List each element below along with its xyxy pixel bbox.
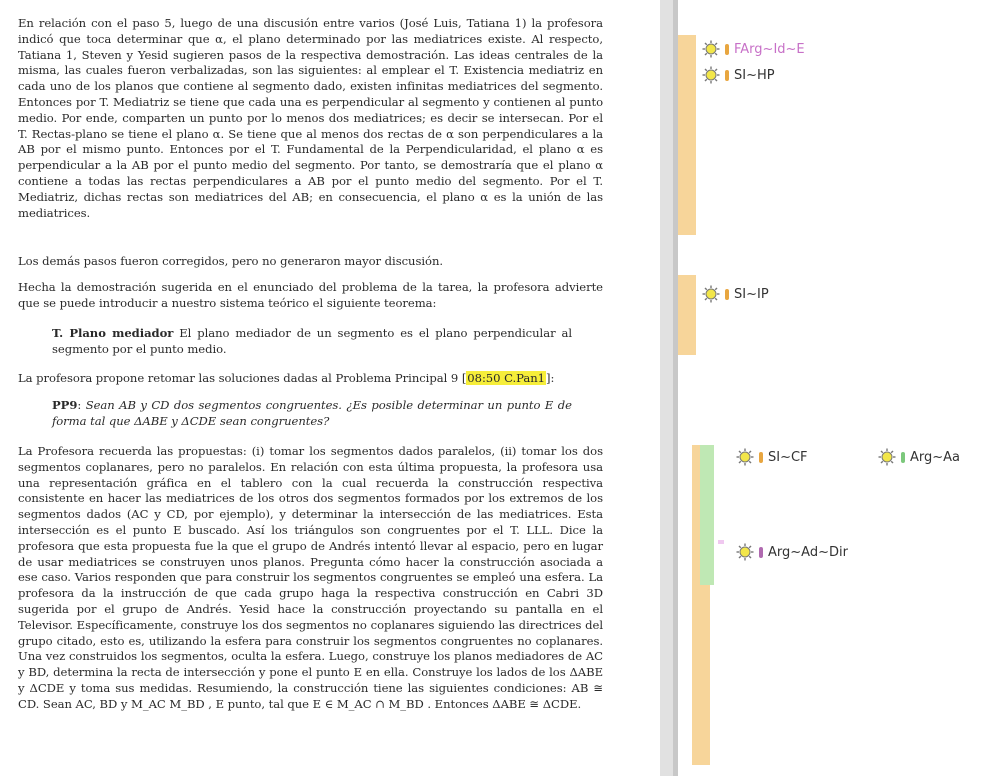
code-pin <box>901 452 905 463</box>
code-sun-icon <box>736 448 754 466</box>
proposal-paragraph <box>18 371 603 387</box>
code-si-hp[interactable] <box>702 66 775 84</box>
pp9-statement: Sean AB y CD dos segmentos congruentes. ¿Es posible determinar un punto E de forma tal que ΔABE y ΔCDE sean congruentes? <box>52 398 572 428</box>
code-sun-icon <box>702 40 720 58</box>
pp9-block <box>52 398 572 430</box>
code-label: SI~CF <box>768 449 808 465</box>
code-sun-icon <box>702 66 720 84</box>
paragraph-2: Los demás pasos fueron corregidos, pero no generaron mayor discusión. <box>18 254 444 268</box>
code-arg-aa[interactable] <box>878 448 960 466</box>
code-pin <box>725 289 729 300</box>
code-si-cf[interactable] <box>736 448 808 466</box>
code-label: FArg~Id~E <box>734 41 805 57</box>
code-arg-ad-dir[interactable] <box>736 543 848 561</box>
theorem-block <box>52 326 572 358</box>
coding-bar-purple[interactable] <box>718 540 724 544</box>
code-pin <box>759 547 763 558</box>
proposal-close: ]: <box>545 371 555 385</box>
code-si-ip[interactable] <box>702 285 769 303</box>
code-farg[interactable] <box>702 40 805 58</box>
paragraph-4: La Profesora recuerda las propuestas: (i) tomar los segmentos dados paralelos, (ii) tomar los dos segmentos coplanares, pero no paralelos. En relación con esta última propuesta, la profesora usa una representación gráfica en el tablero con la cual recuerda la construcción respectiva consistente en hacer las mediatrices de los otros dos segmentos formados por los extremos de los segmentos dados (AC y CD, por ejemplo), y determinar la intersección de las mediatrices. Esta intersección es el punto E buscado. Así los triángulos son congruentes por el T. LLL. Dice la profesora que esta propuesta fue la que el grupo de Andrés intentó llevar al espacio, pero en lugar de usar mediatrices se construyen unos planos. Pregunta cómo hacer la construcción asociada a ese caso. Varios responden que para construir los segmentos congruentes se empleó una esfera. La profesora da la instrucción de que cada grupo haga la respectiva construcción en Cabri 3D sugerida por el grupo de Andrés. Yesid hace la construcción proyectando su pantalla en el Televisor. Específicamente, construye los dos segmentos no coplanares siguiendo las directrices del grupo citado, esto es, utilizando la esfera para construir los segmentos congruentes no coplanares. Una vez construidos los segmentos, oculta la esfera. Luego, construye los planos mediadores de AC y BD, determina la recta de intersección y pone el punto E en ella. Construye los lados de los ΔABE y ΔCDE y toma sus medidas. Resumiendo, la construcción tiene las siguientes condiciones: AB ≅ CD. Sean AC, BD y M_AC M_BD , E punto, tal que E ∈ M_AC ∩ M_BD . Entonces ΔABE ≅ ΔCDE. <box>18 444 603 711</box>
code-label: SI~HP <box>734 67 775 83</box>
splitter[interactable] <box>660 0 678 776</box>
codes-margin <box>678 0 985 776</box>
code-label: Arg~Aa <box>910 449 961 465</box>
code-pin <box>759 452 763 463</box>
code-pin <box>725 70 729 81</box>
coding-bar-2[interactable] <box>678 275 696 355</box>
proposal-text: La profesora propone retomar las soluciones dadas al Problema Principal 9 [ <box>18 371 467 385</box>
pp9-label: PP9 <box>52 398 78 412</box>
code-pin <box>725 44 729 55</box>
theorem-body: El plano mediador de un segmento es el plano perpendicular al segmento por el punto medio. <box>52 326 572 356</box>
paragraph-1: En relación con el paso 5, luego de una discusión entre varios (José Luis, Tatiana 1) la profesora indicó que toca determinar que α, el plano determinado por las mediatrices existe. Al respecto, Tatiana 1, Steven y Yesid sugieren pasos de la respectiva demostración. Las ideas centrales de la misma, las cuales fueron verbalizadas, son las siguientes: al emplear el T. Existencia mediatriz en cada uno de los planos que contiene al segmento dado, existen infinitas mediatrices del segmento. Entonces por T. Mediatriz se tiene que cada una es perpendicular al segmento y contienen al punto medio. Por ende, comparten un punto por lo menos dos mediatrices; es decir se intersecan. Por el T. Rectas-plano se tiene el plano α. Se tiene que al menos dos rectas de α son perpendiculares a la AB por el mismo punto. Entonces por el T. Fundamental de la Perpendicularidad, el plano α es perpendicular a la AB por el punto medio del segmento. Por tanto, se demostraría que el plano α contiene a todas las rectas perpendiculares a AB por el punto medio del segmento. Por el T. Mediatriz, dichas rectas son mediatrices del AB; en consecuencia, el plano α es la unión de las mediatrices. <box>18 16 603 220</box>
code-sun-icon <box>878 448 896 466</box>
coding-bar-1[interactable] <box>678 35 696 235</box>
code-sun-icon <box>702 285 720 303</box>
code-label: SI~IP <box>734 286 769 302</box>
code-label: Arg~Ad~Dir <box>768 544 848 560</box>
paragraph-3: Hecha la demostración sugerida en el enunciado del problema de la tarea, la profesora advierte que se puede introducir a nuestro sistema teórico el siguiente teorema: <box>18 280 603 310</box>
pp9-colon: : <box>77 398 86 412</box>
coding-bar-green[interactable] <box>700 445 714 585</box>
code-sun-icon <box>736 543 754 561</box>
timestamp-link[interactable]: 08:50 C.Pan1 <box>467 371 545 385</box>
theorem-title: T. Plano mediador <box>52 326 174 340</box>
